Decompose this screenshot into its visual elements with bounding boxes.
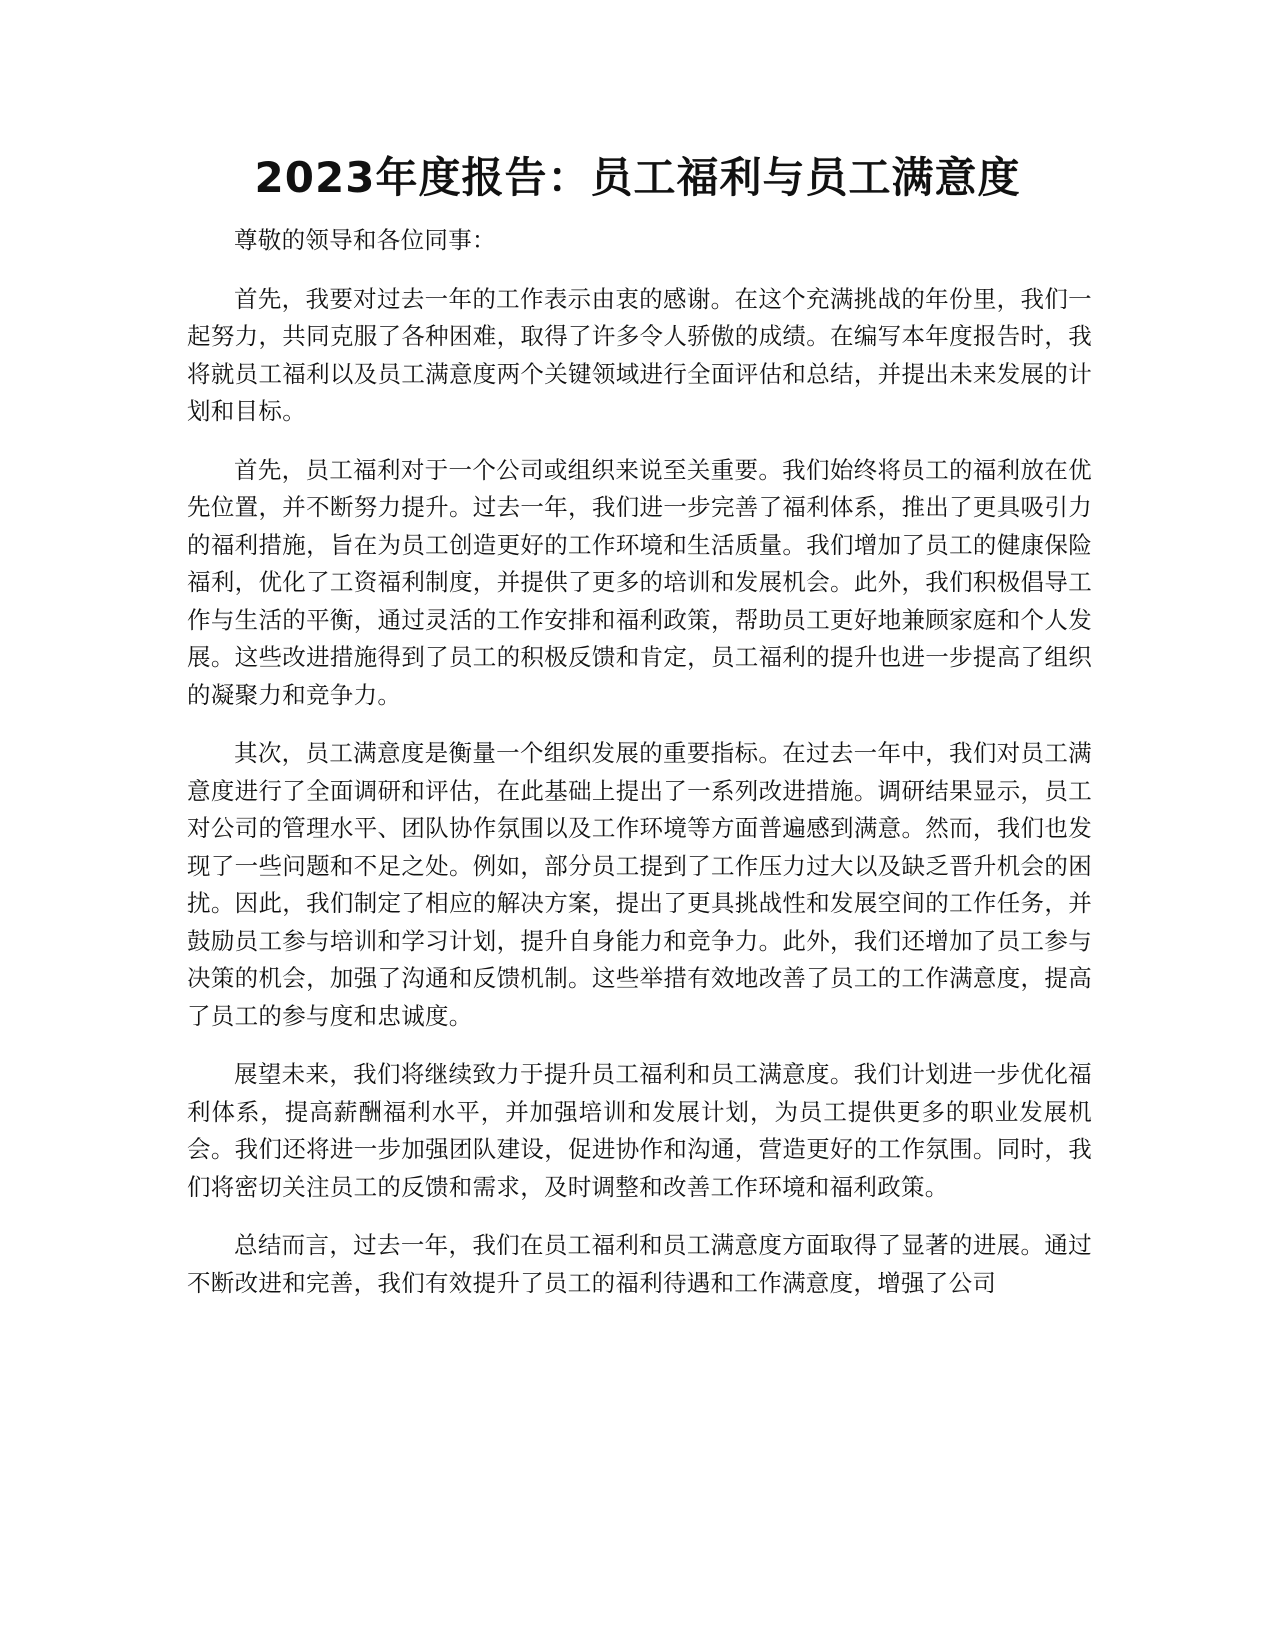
outlook-paragraph: 展望未来，我们将继续致力于提升员工福利和员工满意度。我们计划进一步优化福利体系，提高薪酬福利水平，并加强培训和发展计划，为员工提供更多的职业发展机会。我们还将进一步加强团队建设，促进协作和沟通，营造更好的工作氛围。同时，我们将密切关注员工的反馈和需求，及时调整和改善工作环境和福利政策。 (187, 1060, 1092, 1201)
intro-paragraph: 首先，我要对过去一年的工作表示由衷的感谢。在这个充满挑战的年份里，我们一起努力，共同克服了各种困难，取得了许多令人骄傲的成绩。在编写本年度报告时，我将就员工福利以及员工满意度两个关键领域进行全面评估和总结，并提出未来发展的计划和目标。 (187, 284, 1092, 425)
document-title: 2023年度报告：员工福利与员工满意度 (254, 153, 1021, 202)
summary-paragraph: 总结而言，过去一年，我们在员工福利和员工满意度方面取得了显著的进展。通过不断改进和完善，我们有效提升了员工的福利待遇和工作满意度，增强了公司 (187, 1231, 1092, 1297)
benefits-paragraph: 首先，员工福利对于一个公司或组织来说至关重要。我们始终将员工的福利放在优先位置，并不断努力提升。过去一年，我们进一步完善了福利体系，推出了更具吸引力的福利措施，旨在为员工创造更好的工作环境和生活质量。我们增加了员工的健康保险福利，优化了工资福利制度，并提供了更多的培训和发展机会。此外，我们积极倡导工作与生活的平衡，通过灵活的工作安排和福利政策，帮助员工更好地兼顾家庭和个人发展。这些改进措施得到了员工的积极反馈和肯定，员工福利的提升也进一步提高了组织的凝聚力和竞争力。 (187, 455, 1092, 709)
document-body (187, 222, 1092, 1323)
satisfaction-paragraph: 其次，员工满意度是衡量一个组织发展的重要指标。在过去一年中，我们对员工满意度进行了全面调研和评估，在此基础上提出了一系列改进措施。调研结果显示，员工对公司的管理水平、团队协作氛围以及工作环境等方面普遍感到满意。然而，我们也发现了一些问题和不足之处。例如，部分员工提到了工作压力过大以及缺乏晋升机会的困扰。因此，我们制定了相应的解决方案，提出了更具挑战性和发展空间的工作任务，并鼓励员工参与培训和学习计划，提升自身能力和竞争力。此外，我们还增加了员工参与决策的机会，加强了沟通和反馈机制。这些举措有效地改善了员工的工作满意度，提高了员工的参与度和忠诚度。 (187, 739, 1092, 1030)
salutation-paragraph: 尊敬的领导和各位同事： (234, 226, 496, 254)
